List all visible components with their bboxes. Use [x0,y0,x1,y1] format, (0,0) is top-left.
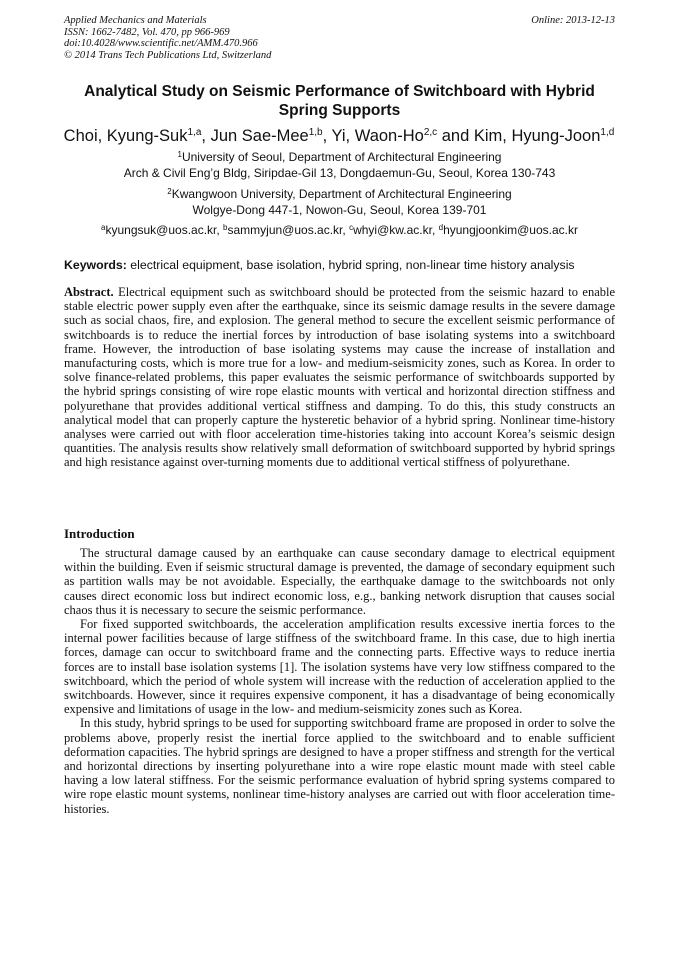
abstract-label: Abstract. [64,285,114,299]
affiliation-2: $^2$Kwangwoon University, Department of Architectural Engineering Wolgye-Dong 447-1, Nowon-Gu, Seoul, Korea 139-701 [64,184,615,218]
affiliation-address: Wolgye-Dong 447-1, Nowon-Gu, Seoul, Korea 139-701 [192,203,487,217]
affiliation-line: University of Seoul, Department of Architectural Engineering [181,150,502,164]
abstract [64,285,615,470]
email-link[interactable]: whyi@kw.ac.kr [353,223,432,237]
copyright: © 2014 Trans Tech Publications Ltd, Switzerland [64,49,272,61]
issn: ISSN: 1662-7482, Vol. 470, pp 966-969 [64,26,230,38]
affiliation-address: Arch & Civil Eng’g Bldg, Siripdae-Gil 13, Dongdaemun-Gu, Seoul, Korea 130-743 [123,166,556,180]
paragraph: In this study, hybrid springs to be used for supporting switchboard frame are proposed in order to solve the problems above, properly resist the inertial force applied to the switchboard and to enable sufficient deformation capacities. The hybrid springs are designed to have a proper stiffness and strength for the vertical and horizontal directions by inserting polyurethane into a wire rope elastic mount made with steel cable having a low lateral stiffness. For the seismic performance evaluation of hybrid spring systems compared to wire rope elastic mount systems, nonlinear time-history analyses are carried out with floor acceleration time-histories. [64,716,615,816]
author-sup: 1,a [187,127,202,138]
section-heading-introduction: Introduction [64,526,135,541]
author-list: Choi, Kyung-Suk$^{1,a}$, Jun Sae-Mee$^{1,b}$, Yi, Waon-Ho$^{2,c}$ and Kim, Hyung-Joon$^{1,d}$ [63,127,615,145]
keywords-label: Keywords: [64,258,127,272]
author-sup: 2,c [423,127,438,138]
author-sup: 1,d [600,127,615,138]
doi: doi:10.4028/www.scientific.net/AMM.470.966 [64,38,258,49]
author-name: Jun Sae-Mee [210,127,309,145]
keywords-text: electrical equipment, base isolation, hybrid spring, non-linear time history analysis [130,258,575,272]
online-date: Online: 2013-12-13 [531,15,615,26]
email-link[interactable]: sammyjun@uos.ac.kr [227,223,343,237]
author-sup: 1,b [308,127,323,138]
author-emails: $^a$kyungsuk@uos.ac.kr, $^b$sammyjun@uos.ac.kr, $^c$whyi@kw.ac.kr, $^d$hyungjoonkim@uos.ac.kr [101,223,578,237]
author-name: Yi, Waon-Ho [331,127,424,145]
keywords [64,257,624,273]
paper-title: Analytical Study on Seismic Performance of Switchboard with Hybrid Spring Supports [84,83,595,119]
paragraph: For fixed supported switchboards, the acceleration amplification results excessive inertia forces to the internal power facilities because of large stiffness of the switchboard frame. In this case, due to high inertia forces, damage can occur to switchboard frame and the connecting parts. Effective ways to reduce inertia forces are to install base isolation systems [1]. The isolation systems have very low stiffness compared to the switchboard, which the period of whole system will increase with the reduction of acceleration applied to the switchboards. However, since it requires expensive component, it has a disadvantage of being economically expensive and limitations of usage in the low- and medium-seismicity zones such as Korea. [64,617,615,717]
abstract-text: Electrical equipment such as switchboard should be protected from the seismic hazard to enable stable electric power supply even after the earthquake, since its seismic damage results in the severe damage such as social chaos, fire, and explosion. The general method to secure the excellent seismic performance of switchboards is to reduce the inertial forces by introduction of base isolating systems into a switchboard frame. However, the introduction of base isolating systems may cause the increase of installation and manufacturing costs, which is more true for a low- and medium-seismicity zones, such as Korea. In order to solve finance-related problems, this paper evaluates the seismic performance of switchboards supported by the hybrid springs consisting of wire rope elastic mounts with vertical and horizontal direction stiffness and polyurethane that provides additional vertical stiffness and damping. To do this, this study constructs an analytical model that can properly capture the hysteretic behavior of a hybrid spring. Nonlinear time-history analyses were carried out with floor acceleration time-histories taking into account Korea’s seismic design quantities. The analysis results show relatively small deformation of switchboard supported by hybrid springs and high resistance against over-turning moments due to additional vertical stiffness of polyurethane. [64,285,616,470]
paragraph: The structural damage caused by an earthquake can cause secondary damage to electrical equipment within the building. Even if seismic structural damage is prevented, the damage of secondary equipment such as partition walls may be not avoidable. Especially, the earthquake damage to the switchboards not only causes direct economic loss but indirect economic loss, e.g., banking network disruption that causes social chaos thus it is necessary to secure the seismic performance. [64,546,615,617]
email-link[interactable]: kyungsuk@uos.ac.kr [105,223,217,237]
author-name: Choi, Kyung-Suk [63,127,188,145]
affiliation-line: Kwangwoon University, Department of Architectural Engineering [171,187,512,201]
introduction-body [64,546,615,816]
affiliation-1: $^1$University of Seoul, Department of Architectural Engineering Arch & Civil Eng’g Bldg, Siripdae-Gil 13, Dongdaemun-Gu, Seoul, Korea 130-743 [64,147,615,181]
email-link[interactable]: hyungjoonkim@uos.ac.kr [443,223,578,237]
author-name: Kim, Hyung-Joon [473,127,601,145]
journal-name: Applied Mechanics and Materials [64,15,207,26]
journal-header [64,15,615,61]
